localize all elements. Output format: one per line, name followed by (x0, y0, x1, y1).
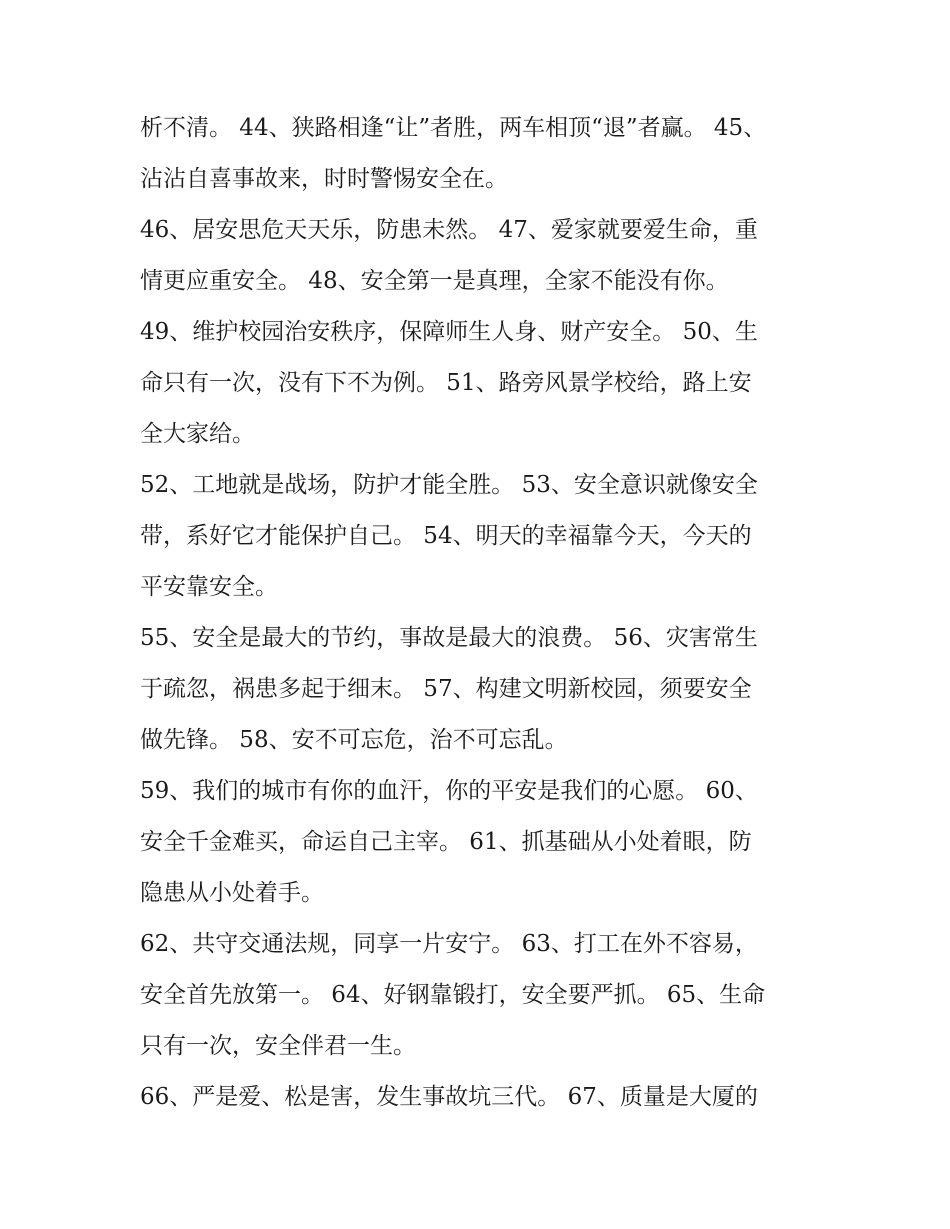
text-line: 66、严是爱、松是害，发生事故坑三代。 67、质量是大厦的 (140, 1084, 758, 1110)
text-body (140, 103, 820, 1123)
text-line: 46、居安思危天天乐，防患未然。 47、爱家就要爱生命，重 (140, 217, 758, 243)
text-line: 49、维护校园治安秩序，保障师生人身、财产安全。 50、生 (140, 319, 758, 345)
text-line: 62、共守交通法规，同享一片安宁。 63、打工在外不容易， (140, 931, 758, 957)
text-line: 情更应重安全。 48、安全第一是真理，全家不能没有你。 (140, 268, 729, 294)
text-line: 55、安全是最大的节约，事故是最大的浪费。 56、灾害常生 (140, 625, 758, 651)
text-line: 全大家给。 (140, 421, 255, 447)
text-line: 于疏忽，祸患多起于细末。 57、构建文明新校园，须要安全 (140, 676, 752, 702)
text-line: 52、工地就是战场，防护才能全胜。 53、安全意识就像安全 (140, 472, 758, 498)
text-line: 只有一次，安全伴君一生。 (140, 1033, 416, 1059)
text-line: 析不清。 44、狭路相逢“让”者胜，两车相顶“退”者赢。 45、 (140, 115, 767, 141)
text-line: 带，系好它才能保护自己。 54、明天的幸福靠今天，今天的 (140, 523, 752, 549)
text-line: 59、我们的城市有你的血汗，你的平安是我们的心愿。 60、 (140, 778, 758, 804)
text-line: 安全首先放第一。 64、好钢靠锻打，安全要严抓。 65、生命 (140, 982, 766, 1008)
text-line: 隐患从小处着手。 (140, 880, 324, 906)
text-line: 安全千金难买，命运自己主宰。 61、抓基础从小处着眼，防 (140, 829, 752, 855)
text-line: 平安靠安全。 (140, 574, 278, 600)
text-line: 做先锋。 58、安不可忘危，治不可忘乱。 (140, 727, 568, 753)
text-line: 命只有一次，没有下不为例。 51、路旁风景学校给，路上安 (140, 370, 752, 396)
text-line: 沾沾自喜事故来，时时警惕安全在。 (140, 166, 508, 192)
